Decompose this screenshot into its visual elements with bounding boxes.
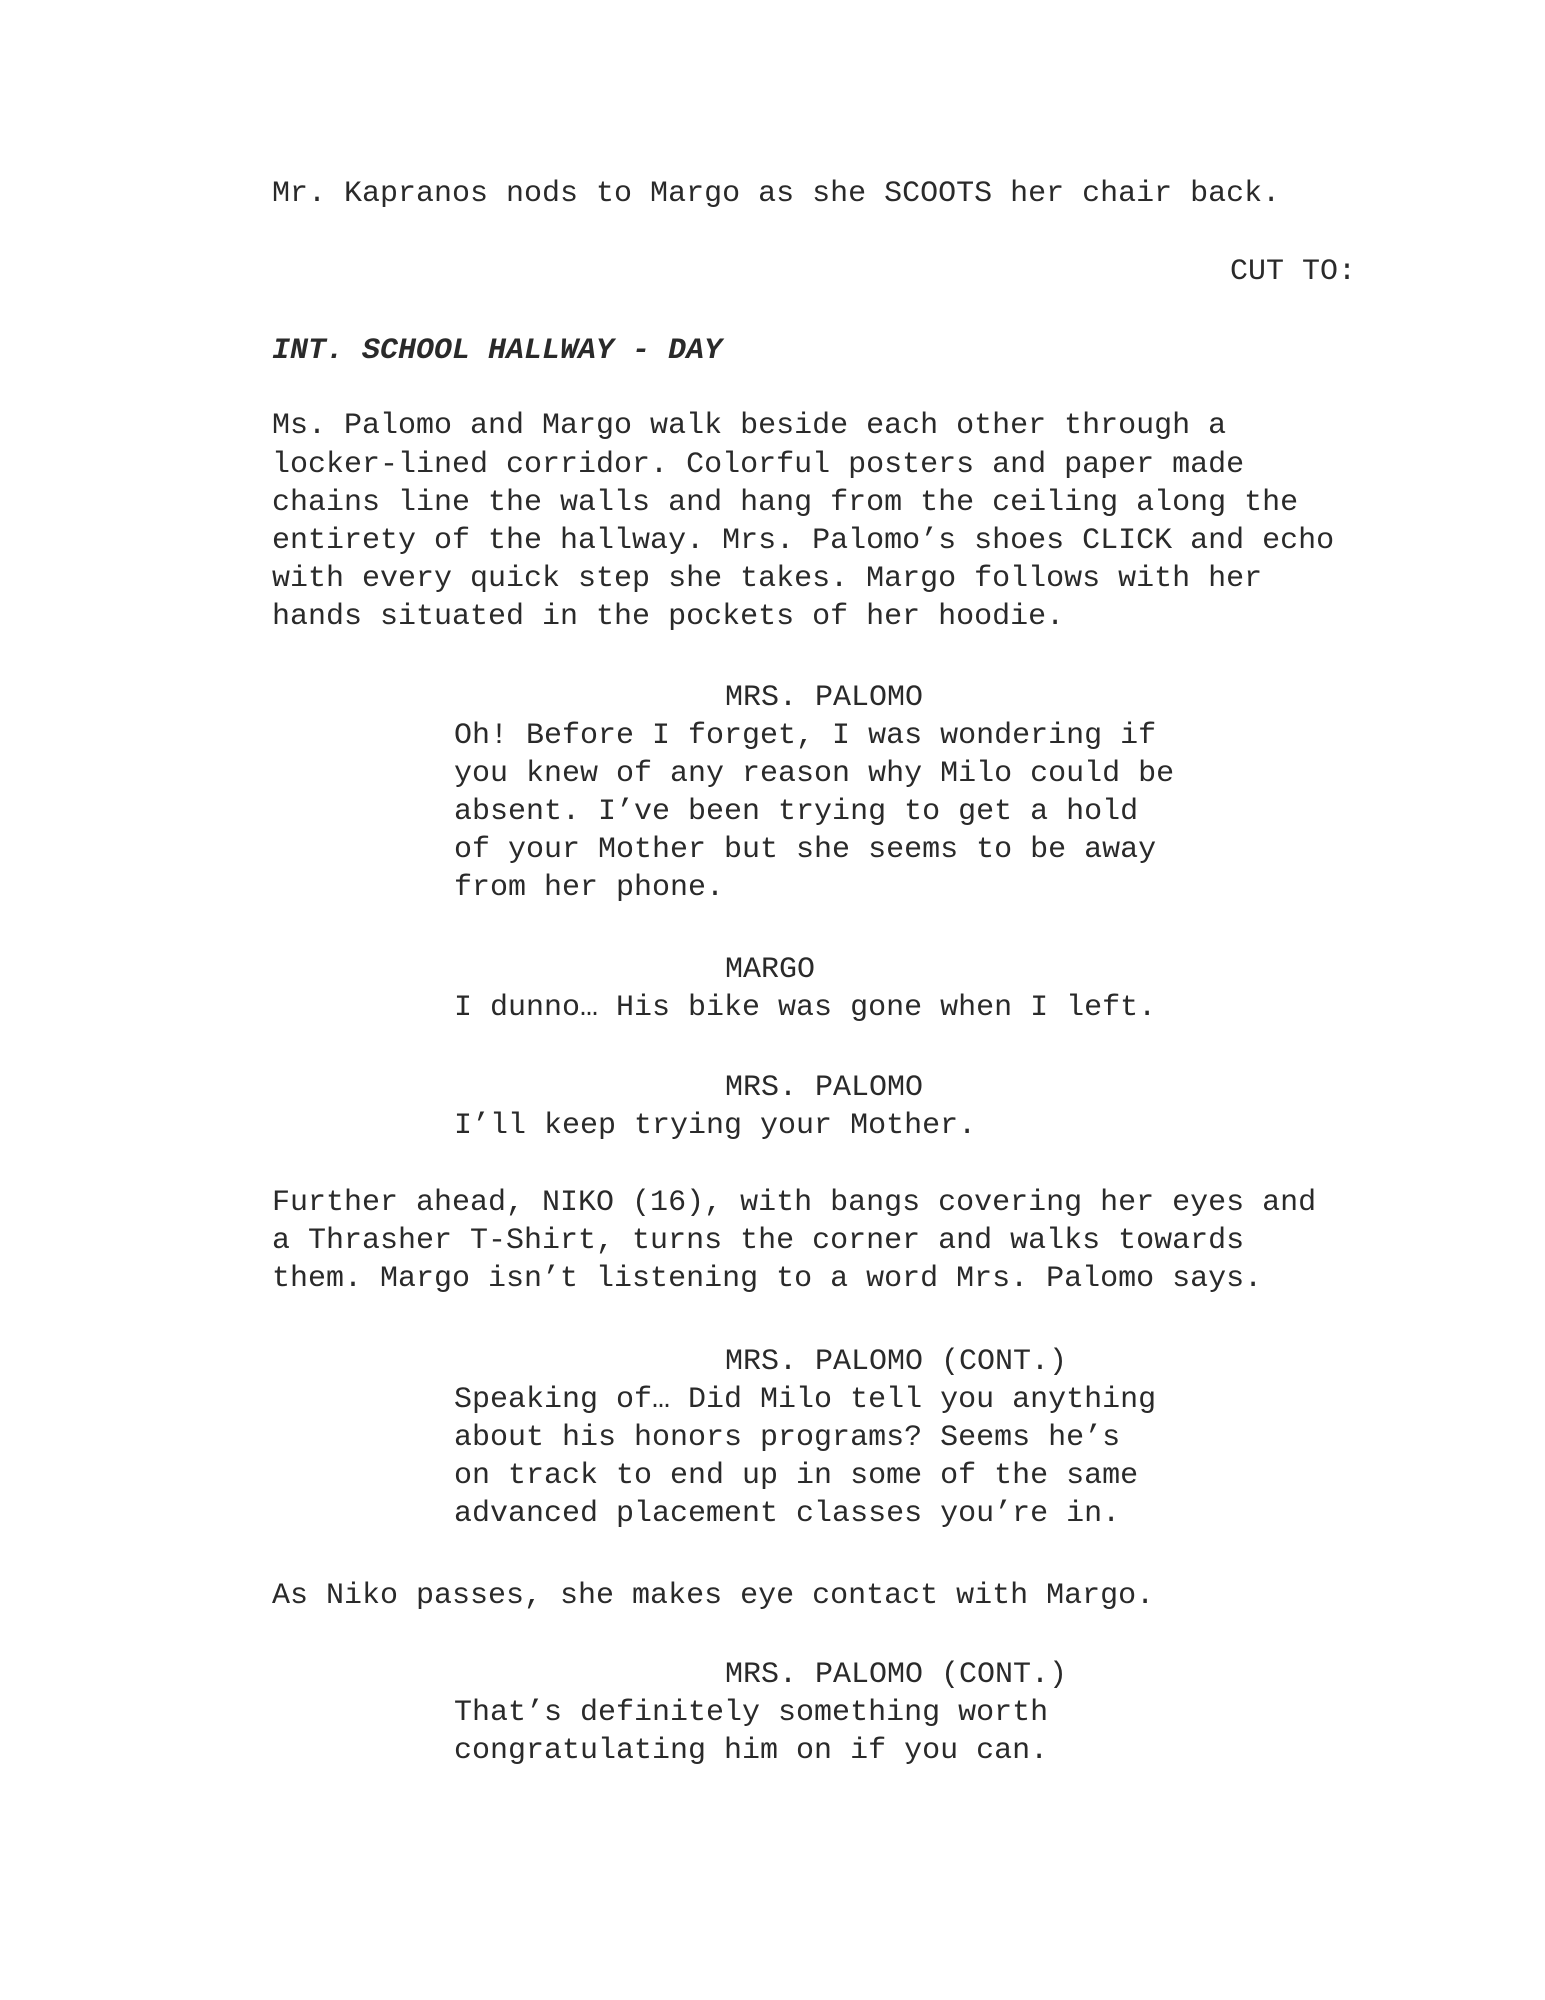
dialogue-line: absent. I’ve been trying to get a hold: [454, 795, 1139, 829]
dialogue-line: I’ll keep trying your Mother.: [454, 1109, 977, 1143]
action-line: chains line the walls and hang from the ceiling along the: [272, 486, 1299, 520]
transition-cut-to: CUT TO:: [1229, 255, 1356, 289]
dialogue-line: advanced placement classes you’re in.: [454, 1497, 1121, 1531]
action-line: hands situated in the pockets of her hoodie.: [272, 600, 1065, 634]
action-line: locker-lined corridor. Colorful posters and paper made: [272, 448, 1245, 482]
dialogue-line: on track to end up in some of the same: [454, 1459, 1139, 1493]
dialogue-line: Speaking of… Did Milo tell you anything: [454, 1383, 1157, 1417]
character-name: MARGO: [725, 953, 816, 987]
character-name: MRS. PALOMO (CONT.): [725, 1658, 1068, 1692]
action-line: a Thrasher T-Shirt, turns the corner and walks towards: [272, 1224, 1245, 1258]
character-name: MRS. PALOMO: [725, 681, 924, 715]
dialogue-line: That’s definitely something worth: [454, 1696, 1049, 1730]
dialogue-line: Oh! Before I forget, I was wondering if: [454, 719, 1157, 753]
action-line: entirety of the hallway. Mrs. Palomo’s shoes CLICK and echo: [272, 524, 1335, 558]
dialogue-line: about his honors programs? Seems he’s: [454, 1421, 1121, 1455]
dialogue-line: I dunno… His bike was gone when I left.: [454, 991, 1157, 1025]
dialogue-line: from her phone.: [454, 871, 725, 905]
action-line: Further ahead, NIKO (16), with bangs covering her eyes and: [272, 1186, 1317, 1220]
action-line: with every quick step she takes. Margo follows with her: [272, 562, 1263, 596]
character-name: MRS. PALOMO: [725, 1071, 924, 1105]
scene-heading: INT. SCHOOL HALLWAY - DAY: [272, 334, 723, 368]
action-line: Ms. Palomo and Margo walk beside each other through a: [272, 409, 1227, 443]
action-line: them. Margo isn’t listening to a word Mrs. Palomo says.: [272, 1262, 1263, 1296]
action-line: Mr. Kapranos nods to Margo as she SCOOTS her chair back.: [272, 177, 1281, 211]
dialogue-line: congratulating him on if you can.: [454, 1734, 1049, 1768]
character-name: MRS. PALOMO (CONT.): [725, 1345, 1068, 1379]
dialogue-line: of your Mother but she seems to be away: [454, 833, 1157, 867]
dialogue-line: you knew of any reason why Milo could be: [454, 757, 1175, 791]
action-line: As Niko passes, she makes eye contact with Margo.: [272, 1579, 1155, 1613]
